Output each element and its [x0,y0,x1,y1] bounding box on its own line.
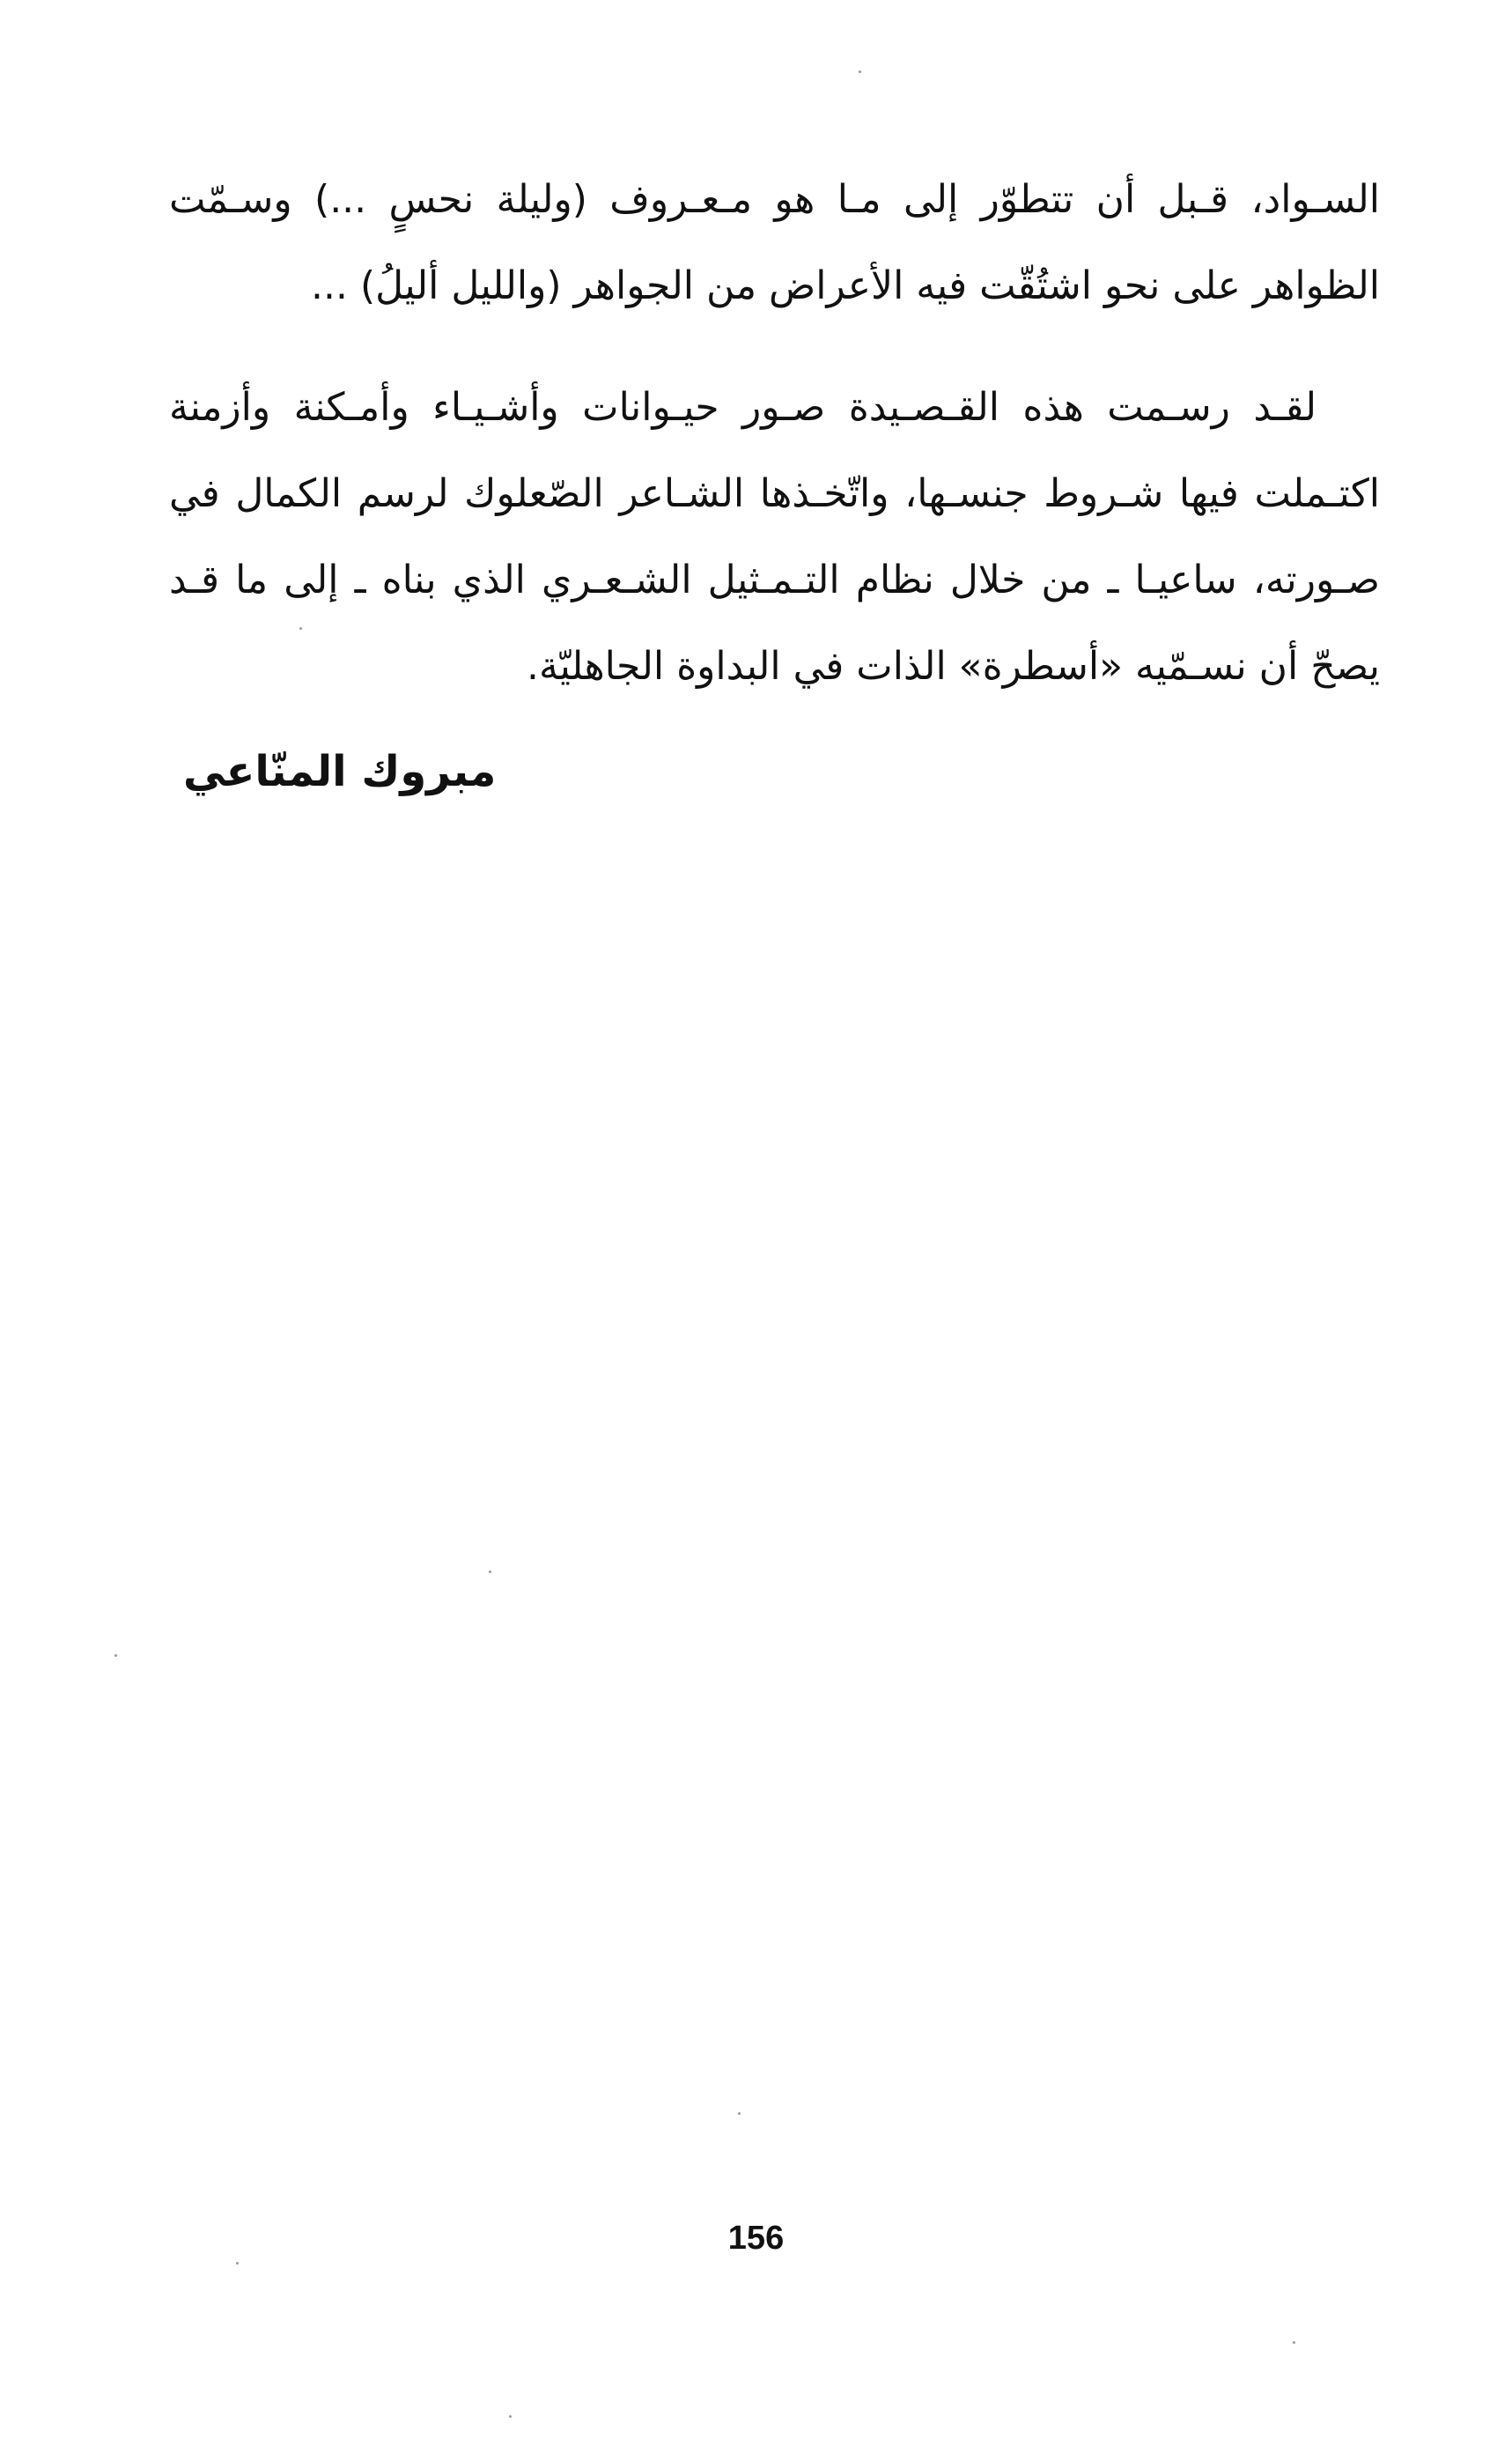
text-line: اكتـملت فيها شـروط جنسـها، واتّخـذها الشـاعر الصّعلوك لرسم الكمال في [169,471,1380,516]
paragraph-closing [169,365,1380,710]
scan-speck [114,1654,117,1657]
page-number: 156 [727,2220,785,2257]
scan-speck [299,627,302,630]
paragraph-continuation [169,157,1380,329]
scan-speck [1293,2341,1295,2344]
scan-speck [509,2415,512,2418]
text-line: يصحّ أن نسـمّيه «أسطرة» الذات في البداوة الجاهليّة. [527,644,1380,689]
scan-speck [489,1571,491,1573]
text-line: صـورته، ساعيـا ـ من خلال نظام التـمـثيل الشـعـري الذي بناه ـ إلى ما قـد [169,558,1380,602]
scan-speck [236,2262,239,2265]
text-line: السـواد، قـبل أن تتطوّر إلى مـا هو مـعـروف (وليلة نحسٍ ...) وسـمّت [169,177,1380,222]
text-line: لقـد رسـمت هذه القـصـيدة صـور حيـوانات وأشـيـاء وأمـكنة وأزمنة [169,385,1317,430]
author-signature: مبروك المنّاعي [183,747,497,796]
text-line: الظواهر على نحو اشتُقّت فيه الأعراض من الجواهر (والليل أليلُ) ... [311,263,1380,308]
scan-speck [859,70,861,73]
scan-speck [738,2112,741,2115]
